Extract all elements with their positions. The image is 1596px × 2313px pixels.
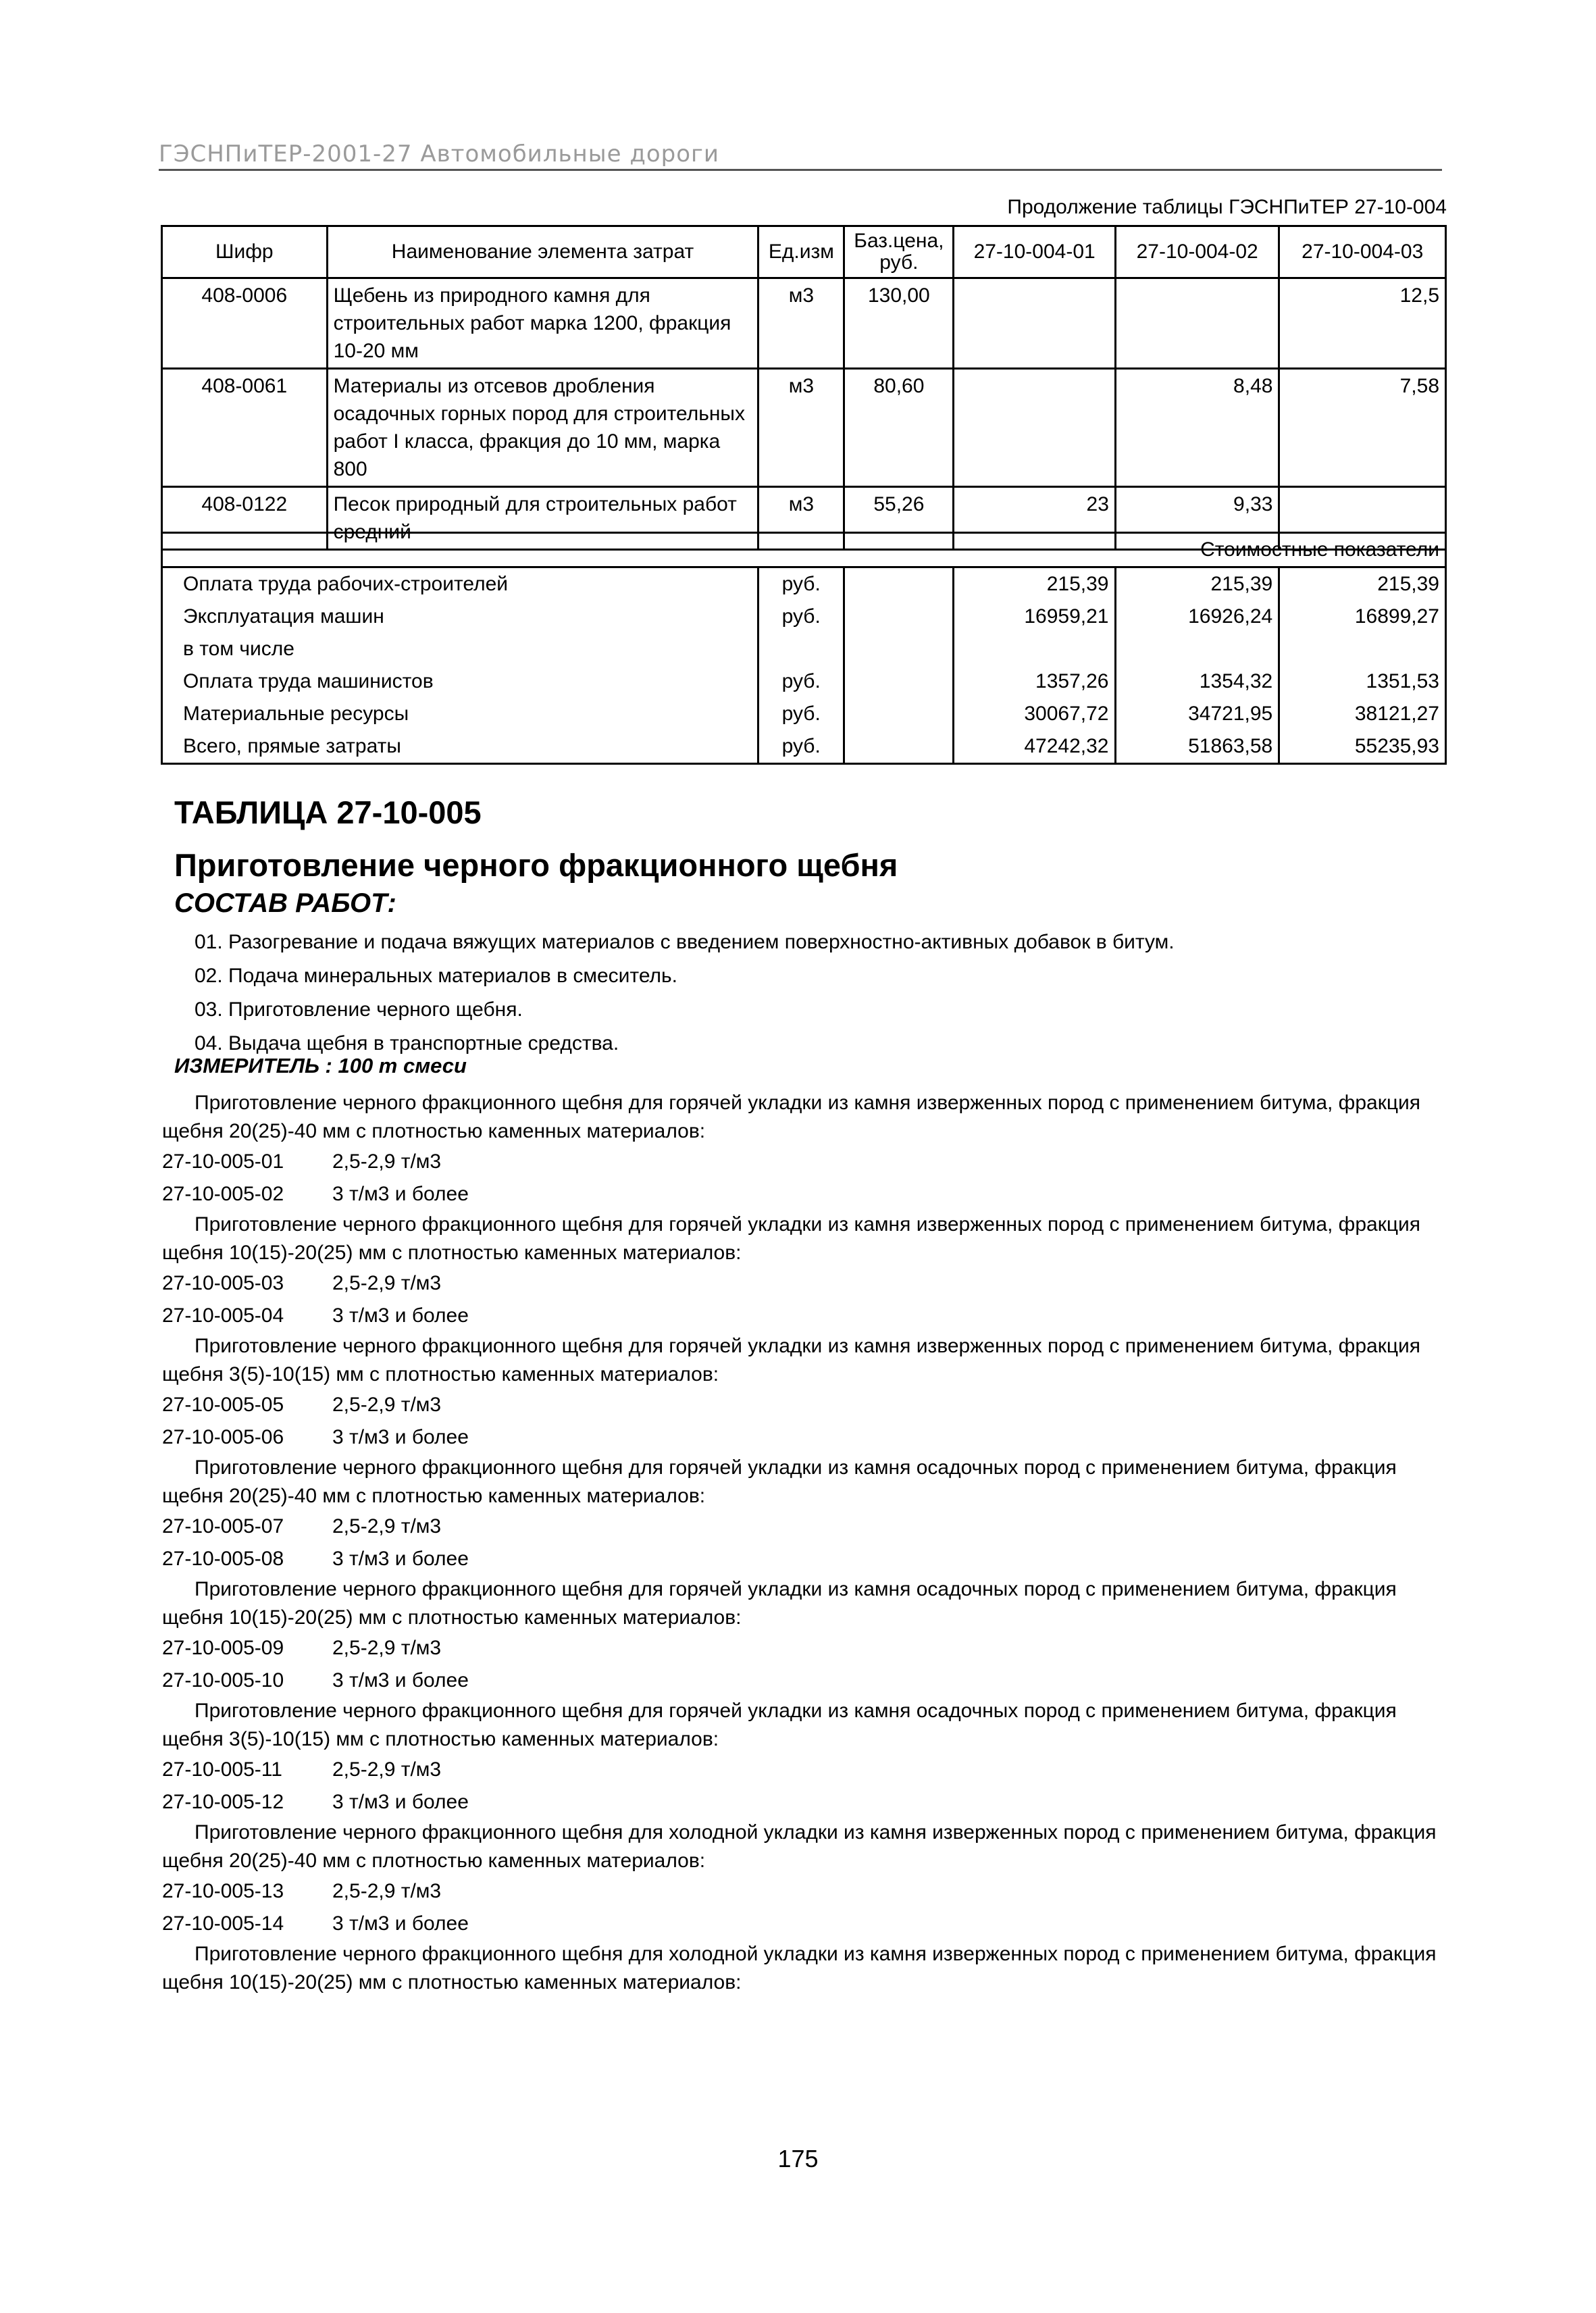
norm-group-description: Приготовление черного фракционного щебня для горячей укладки из камня изверженных пород с применением битума, фракция щебня 10(15)-20(25) мм с плотностью каменных материалов:: [162, 1213, 1421, 1264]
norm-item: [162, 1421, 1445, 1454]
table-row: [162, 601, 1446, 633]
norm-text: 2,5-2,9 т/м3: [332, 1758, 442, 1781]
norm-group-description: Приготовление черного фракционного щебня для горячей укладки из камня осадочных пород с применением битума, фракция щебня 10(15)-20(25) мм с плотностью каменных материалов:: [162, 1578, 1397, 1629]
norm-text: 3 т/м3 и более: [332, 1426, 469, 1448]
work-step: 02. Подача минеральных материалов в смеситель.: [195, 965, 677, 987]
norm-group-description: Приготовление черного фракционного щебня для холодной укладки из камня изверженных пород с применением битума, фракция щебня 10(15)-20(25) мм с плотностью каменных материалов:: [162, 1943, 1437, 1993]
cost-name: Эксплуатация машин: [162, 601, 758, 633]
norm-code: 27-10-005-06: [162, 1426, 284, 1448]
cost-value: 1354,32: [1115, 665, 1279, 698]
work-composition-title: СОСТАВ РАБОТ:: [174, 888, 396, 918]
resource-code: 408-0006: [162, 278, 328, 369]
cost-name: в том числе: [162, 633, 758, 665]
cost-unit: руб.: [758, 698, 844, 730]
cost-empty: [844, 730, 954, 764]
work-step: 03. Приготовление черного щебня.: [195, 998, 523, 1021]
column-header: Ед.изм: [758, 226, 844, 278]
norm-text: 3 т/м3 и более: [332, 1304, 469, 1327]
cost-empty: [844, 567, 954, 601]
cost-indicators-table: [161, 532, 1447, 765]
norm-value: 7,58: [1279, 369, 1446, 487]
table-title: ТАБЛИЦА 27-10-005: [174, 794, 482, 830]
cost-name: Оплата труда машинистов: [162, 665, 758, 698]
norm-group-description: Приготовление черного фракционного щебня для холодной укладки из камня изверженных пород с применением битума, фракция щебня 20(25)-40 мм с плотностью каменных материалов:: [162, 1821, 1437, 1872]
table-row: [162, 567, 1446, 601]
cost-value: 16959,21: [953, 601, 1115, 633]
cost-header-row: [162, 533, 1446, 567]
table-row: [162, 698, 1446, 730]
norm-group-description: Приготовление черного фракционного щебня для горячей укладки из камня осадочных пород с применением битума, фракция щебня 3(5)-10(15) мм с плотностью каменных материалов:: [162, 1700, 1397, 1750]
norm-item: [162, 1786, 1445, 1819]
resource-unit: м3: [758, 369, 844, 487]
page-number: 175: [777, 2145, 819, 2172]
resource-name: Материалы из отсевов дробления осадочных горных пород для строительных работ I класса, фракция до 10 мм, марка 800: [327, 369, 758, 487]
column-header: Баз.цена, руб.: [844, 226, 954, 278]
work-step: 04. Выдача щебня в транспортные средства.: [195, 1032, 619, 1054]
norm-group-description: Приготовление черного фракционного щебня для горячей укладки из камня изверженных пород с применением битума, фракция щебня 20(25)-40 мм с плотностью каменных материалов:: [162, 1092, 1421, 1142]
norm-code: 27-10-005-09: [162, 1637, 284, 1659]
column-header: 27-10-004-02: [1115, 226, 1279, 278]
norm-value: [1115, 278, 1279, 369]
resource-name: Щебень из природного камня для строительных работ марка 1200, фракция 10-20 мм: [327, 278, 758, 369]
cost-empty: [844, 601, 954, 633]
table-row: [162, 633, 1446, 665]
norm-value: 8,48: [1115, 369, 1279, 487]
norm-item: [162, 1146, 1445, 1178]
materials-table: [161, 225, 1447, 551]
norm-text: 3 т/м3 и более: [332, 1548, 469, 1570]
cost-value: 1351,53: [1279, 665, 1446, 698]
norm-value: [954, 369, 1116, 487]
norm-item: [162, 1267, 1445, 1300]
norm-item: [162, 1664, 1445, 1697]
norm-code: 27-10-005-14: [162, 1912, 284, 1935]
norm-code: 27-10-005-04: [162, 1304, 284, 1327]
norm-group: [162, 1819, 1445, 1940]
norm-item: [162, 1178, 1445, 1211]
work-step: 01. Разогревание и подача вяжущих материалов с введением поверхностно-активных добавок в битум.: [195, 931, 1175, 953]
norm-group: [162, 1575, 1445, 1697]
norm-text: 2,5-2,9 т/м3: [332, 1515, 442, 1537]
cost-value: [1279, 633, 1446, 665]
norm-code: 27-10-005-02: [162, 1183, 284, 1205]
norm-value: 9,33: [1115, 487, 1279, 550]
norm-item: [162, 1510, 1445, 1543]
norm-text: 2,5-2,9 т/м3: [332, 1272, 442, 1294]
work-steps-list: [195, 925, 1175, 1061]
norm-text: 2,5-2,9 т/м3: [332, 1394, 442, 1416]
cost-unit: руб.: [758, 601, 844, 633]
resource-price: 130,00: [844, 278, 954, 369]
cost-empty: [844, 698, 954, 730]
cost-name: Всего, прямые затраты: [162, 730, 758, 764]
cost-empty: [844, 633, 954, 665]
cost-value: 215,39: [1279, 567, 1446, 601]
cost-value: 34721,95: [1115, 698, 1279, 730]
resource-price: 55,26: [844, 487, 954, 550]
resource-code: 408-0061: [162, 369, 328, 487]
table-row: [162, 369, 1446, 487]
norm-value: [954, 278, 1116, 369]
norm-value: 12,5: [1279, 278, 1446, 369]
norm-item: [162, 1300, 1445, 1332]
cost-unit: руб.: [758, 567, 844, 601]
meter-unit: ИЗМЕРИТЕЛЬ : 100 т смеси: [174, 1054, 467, 1077]
column-header: Наименование элемента затрат: [327, 226, 758, 278]
norm-code: 27-10-005-01: [162, 1150, 284, 1173]
resource-name: Песок природный для строительных работ средний: [327, 487, 758, 550]
cost-value: 38121,27: [1279, 698, 1446, 730]
norm-text: 3 т/м3 и более: [332, 1669, 469, 1692]
norm-group: [162, 1940, 1445, 1997]
cost-value: 16899,27: [1279, 601, 1446, 633]
cost-value: 16926,24: [1115, 601, 1279, 633]
resource-code: 408-0122: [162, 487, 328, 550]
cost-name: Оплата труда рабочих-строителей: [162, 567, 758, 601]
cost-value: [953, 633, 1115, 665]
table-row: [162, 730, 1446, 764]
running-header: ГЭСНПиТЕР-2001-27 Автомобильные дороги: [159, 141, 1442, 171]
norm-text: 2,5-2,9 т/м3: [332, 1637, 442, 1659]
norm-code: 27-10-005-08: [162, 1548, 284, 1570]
resource-unit: м3: [758, 278, 844, 369]
resource-unit: м3: [758, 487, 844, 550]
norm-group: [162, 1697, 1445, 1819]
cost-empty: [844, 665, 954, 698]
norm-text: 3 т/м3 и более: [332, 1183, 469, 1205]
cost-value: 47242,32: [953, 730, 1115, 764]
cost-value: 51863,58: [1115, 730, 1279, 764]
norm-code: 27-10-005-12: [162, 1791, 284, 1813]
norm-code: 27-10-005-07: [162, 1515, 284, 1537]
cost-name: Материальные ресурсы: [162, 698, 758, 730]
column-header: Шифр: [162, 226, 328, 278]
cost-unit: руб.: [758, 730, 844, 764]
table-row: [162, 278, 1446, 369]
cost-value: 30067,72: [953, 698, 1115, 730]
norm-item: [162, 1875, 1445, 1908]
cost-value: 1357,26: [953, 665, 1115, 698]
norm-item: [162, 1389, 1445, 1421]
norm-group: [162, 1089, 1445, 1211]
table-header-row: [162, 226, 1446, 278]
norm-groups: [162, 1089, 1445, 1997]
cost-value: [1115, 633, 1279, 665]
norm-value: 23: [954, 487, 1116, 550]
cost-value: 55235,93: [1279, 730, 1446, 764]
cost-indicators-header: Стоимостные показатели: [162, 533, 1446, 567]
cost-value: 215,39: [1115, 567, 1279, 601]
column-header: 27-10-004-03: [1279, 226, 1446, 278]
norm-group-description: Приготовление черного фракционного щебня для горячей укладки из камня осадочных пород с применением битума, фракция щебня 20(25)-40 мм с плотностью каменных материалов:: [162, 1456, 1397, 1507]
norm-item: [162, 1632, 1445, 1664]
norm-group: [162, 1211, 1445, 1332]
cost-unit: [758, 633, 844, 665]
norm-code: 27-10-005-13: [162, 1880, 284, 1902]
table-row: [162, 665, 1446, 698]
norm-text: 3 т/м3 и более: [332, 1791, 469, 1813]
norm-item: [162, 1543, 1445, 1575]
norm-group-description: Приготовление черного фракционного щебня для горячей укладки из камня изверженных пород с применением битума, фракция щебня 3(5)-10(15) мм с плотностью каменных материалов:: [162, 1335, 1421, 1386]
cost-value: 215,39: [953, 567, 1115, 601]
table-subtitle: Приготовление черного фракционного щебня: [174, 847, 898, 883]
norm-text: 3 т/м3 и более: [332, 1912, 469, 1935]
norm-text: 2,5-2,9 т/м3: [332, 1880, 442, 1902]
norm-group: [162, 1332, 1445, 1454]
norm-code: 27-10-005-03: [162, 1272, 284, 1294]
norm-item: [162, 1908, 1445, 1940]
norm-group: [162, 1454, 1445, 1575]
continuation-title: Продолжение таблицы ГЭСНПиТЕР 27-10-004: [1007, 196, 1447, 218]
norm-code: 27-10-005-10: [162, 1669, 284, 1692]
resource-price: 80,60: [844, 369, 954, 487]
norm-text: 2,5-2,9 т/м3: [332, 1150, 442, 1173]
cost-unit: руб.: [758, 665, 844, 698]
norm-item: [162, 1754, 1445, 1786]
column-header: 27-10-004-01: [954, 226, 1116, 278]
norm-code: 27-10-005-11: [162, 1758, 282, 1781]
norm-code: 27-10-005-05: [162, 1394, 284, 1416]
